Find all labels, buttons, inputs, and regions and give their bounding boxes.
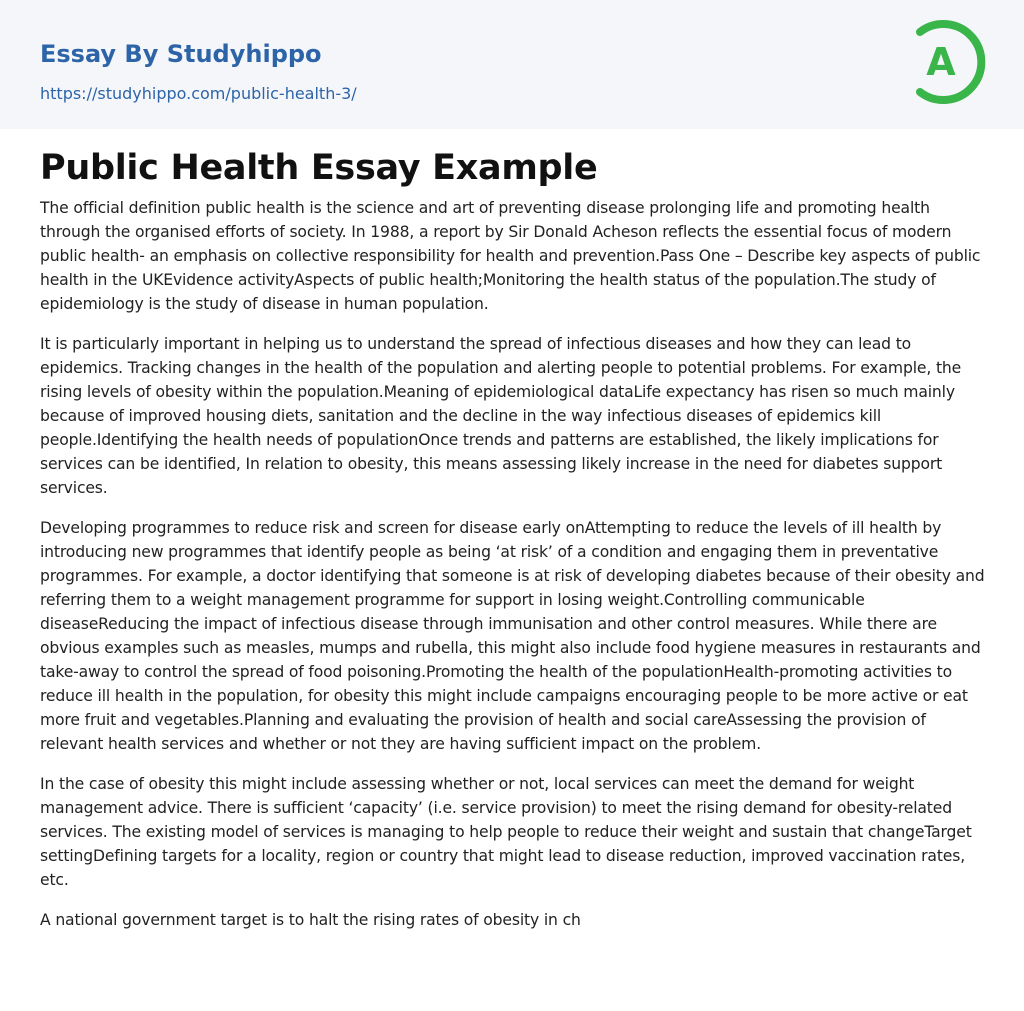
essay-paragraph-2: It is particularly important in helping us to understand the spread of infectious diseases and how they can lead to epidemics. Tracking changes in the health of the population and alerting people to potential problems. For example, the rising levels of obesity within the population.Meaning of epidemiological dataLife expectancy has risen so much mainly because of improved housing diets, sanitation and the decline in the way infectious diseases of epidemics kill people.Identifying the health needs of populationOnce trends and patterns are established, the likely implications for services can be identified, In relation to obesity, this means assessing likely increase in the need for diabetes support services.: [40, 335, 962, 497]
essay-content: [40, 140, 986, 948]
logo-letter: A: [926, 40, 956, 84]
essay-paragraph-3: Developing programmes to reduce risk and screen for disease early onAttempting to reduce the levels of ill health by introducing new programmes that identify people as being ‘at risk’ of a condition and engaging them in preventative programmes. For example, a doctor identifying that someone is at risk of developing diabetes because of their obesity and referring them to a weight management programme for support in losing weight.Controlling communicable diseaseReducing the impact of infectious disease through immunisation and other control measures. While there are obvious examples such as measles, mumps and rubella, this might also include food hygiene measures in restaurants and take-away to control the spread of food poisoning.Promoting the health of the populationHealth-promoting activities to reduce ill health in the population, for obesity this might include campaigns encouraging people to be more active or eat more fruit and vegetables.Planning and evaluating the provision of health and social careAssessing the provision of relevant health services and whether or not they are having sufficient impact on the problem.: [40, 519, 985, 753]
page-header: [0, 0, 1024, 129]
site-brand[interactable]: Essay By Studyhippo: [40, 40, 322, 68]
essay-paragraph-5: A national government target is to halt the rising rates of obesity in ch: [40, 911, 581, 929]
studyhippo-logo-icon[interactable]: [912, 18, 988, 106]
essay-paragraph-4: In the case of obesity this might include assessing whether or not, local services can meet the demand for weight management advice. There is sufficient ‘capacity’ (i.e. service provision) to meet the rising demand for obesity-related services. The existing model of services is managing to help people to reduce their weight and sustain that changeTarget settingDefining targets for a locality, region or country that might lead to disease reduction, improved vaccination rates, etc.: [40, 775, 972, 889]
essay-paragraph-1: The official definition public health is the science and art of preventing disease prolonging life and promoting health through the organised efforts of society. In 1988, a report by Sir Donald Acheson reflects the essential focus of modern public health- an emphasis on collective responsibility for health and prevention.Pass One – Describe key aspects of public health in the UKEvidence activityAspects of public health;Monitoring the health status of the population.The study of epidemiology is the study of disease in human population.: [40, 199, 981, 313]
page-title: Public Health Essay Example: [40, 148, 598, 188]
essay-url-link[interactable]: https://studyhippo.com/public-health-3/: [40, 84, 357, 103]
